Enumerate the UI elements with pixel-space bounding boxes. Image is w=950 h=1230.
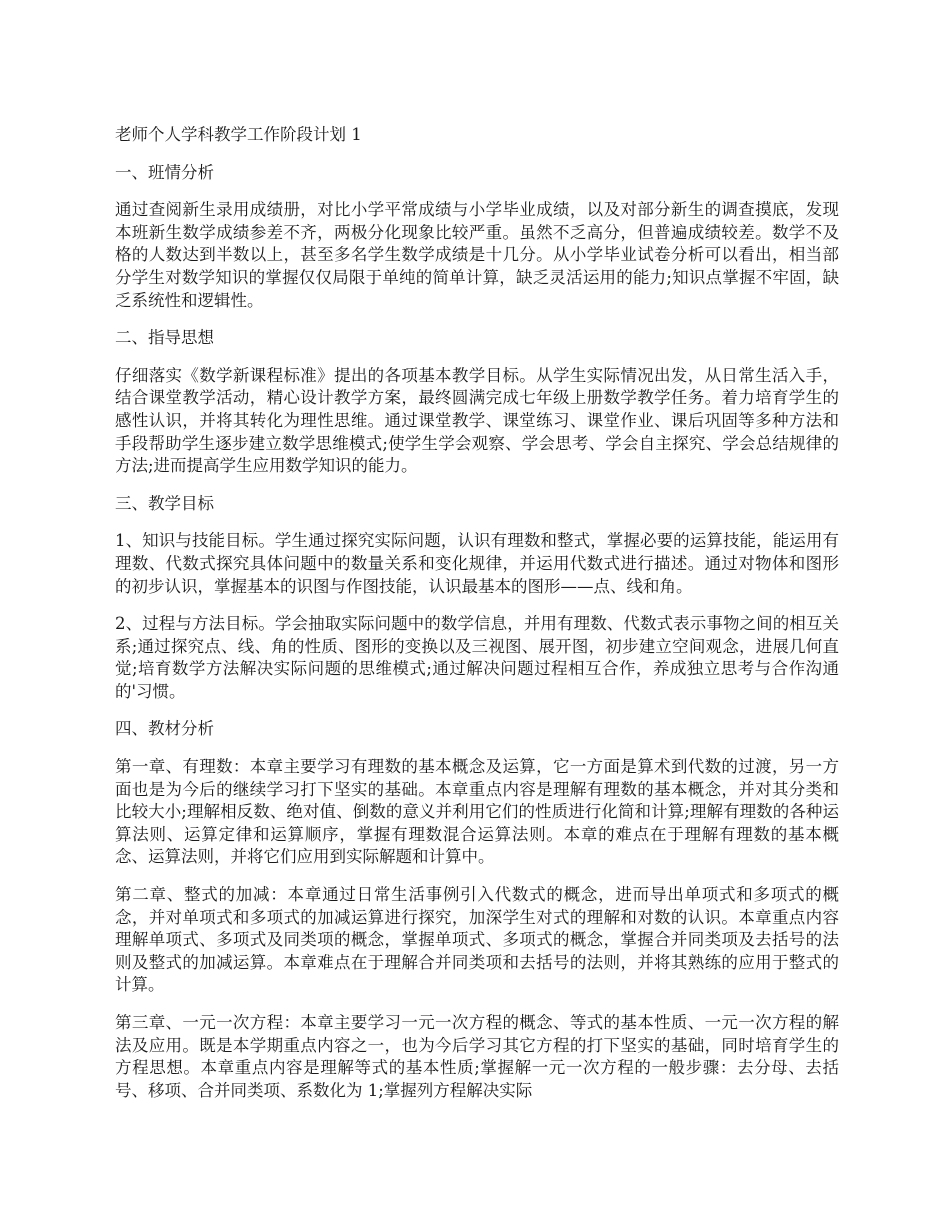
section-heading-guiding-ideology: 二、指导思想 (115, 328, 214, 348)
paragraph-class-analysis: 通过查阅新生录用成绩册，对比小学平常成绩与小学毕业成绩，以及对部分新生的调查摸底，发现本班新生数学成绩参差不齐，两极分化现象比较严重。虽然不乏高分，但普遍成绩较差。数学不及格的人数达到半数以上，甚至多名学生数学成绩是十几分。从小学毕业试卷分析可以看出，相当部分学生对数学知识的掌握仅仅局限于单纯的简单计算，缺乏灵活运用的能力;知识点掌握不牢固，缺乏系统性和逻辑性。 (115, 200, 839, 310)
section-heading-class-analysis: 一、班情分析 (115, 162, 214, 182)
paragraph-chapter-3: 第三章、一元一次方程：本章主要学习一元一次方程的概念、等式的基本性质、一元一次方程的解法及应用。既是本学期重点内容之一，也为今后学习其它方程的打下坚实的基础，同时培育学生的方程思想。本章重点内容是理解等式的基本性质;掌握解一元一次方程的一般步骤：去分母、去括号、移项、合并同类项、系数化为 1;掌握列方程解决实际 (115, 1013, 839, 1100)
paragraph-chapter-2: 第二章、整式的加减：本章通过日常生活事例引入代数式的概念，进而导出单项式和多项式的概念，并对单项式和多项式的加减运算进行探究，加深学生对式的理解和对数的认识。本章重点内容理解单项式、多项式及同类项的概念，掌握单项式、多项式的概念，掌握合并同类项及去括号的法则及整式的加减运算。本章难点在于理解合并同类项和去括号的法则，并将其熟练的应用于整式的计算。 (115, 885, 839, 995)
section-heading-teaching-goals: 三、教学目标 (115, 493, 214, 513)
document-page (115, 124, 839, 1117)
section-heading-textbook-analysis: 四、教材分析 (115, 719, 214, 739)
paragraph-guiding-ideology: 仔细落实《数学新课程标准》提出的各项基本教学目标。从学生实际情况出发，从日常生活入手，结合课堂教学活动，精心设计教学方案，最终圆满完成七年级上册数学教学任务。着力培育学生的感性认识，并将其转化为理性思维。通过课堂教学、课堂练习、课堂作业、课后巩固等多种方法和手段帮助学生逐步建立数学思维模式;使学生学会观察、学会思考、学会自主探究、学会总结规律的方法;进而提高学生应用数学知识的能力。 (115, 365, 839, 476)
paragraph-knowledge-skill-goal: 1、知识与技能目标。学生通过探究实际问题，认识有理数和整式，掌握必要的运算技能，能运用有理数、代数式探究具体问题中的数量关系和变化规律，并运用代数式进行描述。通过对物体和图形的初步认识，掌握基本的识图与作图技能，认识最基本的图形——点、线和角。 (115, 531, 839, 596)
paragraph-chapter-1: 第一章、有理数：本章主要学习有理数的基本概念及运算，它一方面是算术到代数的过渡，另一方面也是为今后的继续学习打下坚实的基础。本章重点内容是理解有理数的基本概念，并对其分类和比较大小;理解相反数、绝对值、倒数的意义并利用它们的性质进行化简和计算;理解有理数的各种运算法则、运算定律和运算顺序，掌握有理数混合运算法则。本章的难点在于理解有理数的基本概念、运算法则，并将它们应用到实际解题和计算中。 (115, 757, 839, 867)
paragraph-process-method-goal: 2、过程与方法目标。学会抽取实际问题中的数学信息，并用有理数、代数式表示事物之间的相互关系;通过探究点、线、角的性质、图形的变换以及三视图、展开图，初步建立空间观念，进展几何直觉;培育数学方法解决实际问题的思维模式;通过解决问题过程相互合作，养成独立思考与合作沟通的'习惯。 (115, 614, 839, 701)
document-title: 老师个人学科教学工作阶段计划 1 (115, 125, 362, 144)
